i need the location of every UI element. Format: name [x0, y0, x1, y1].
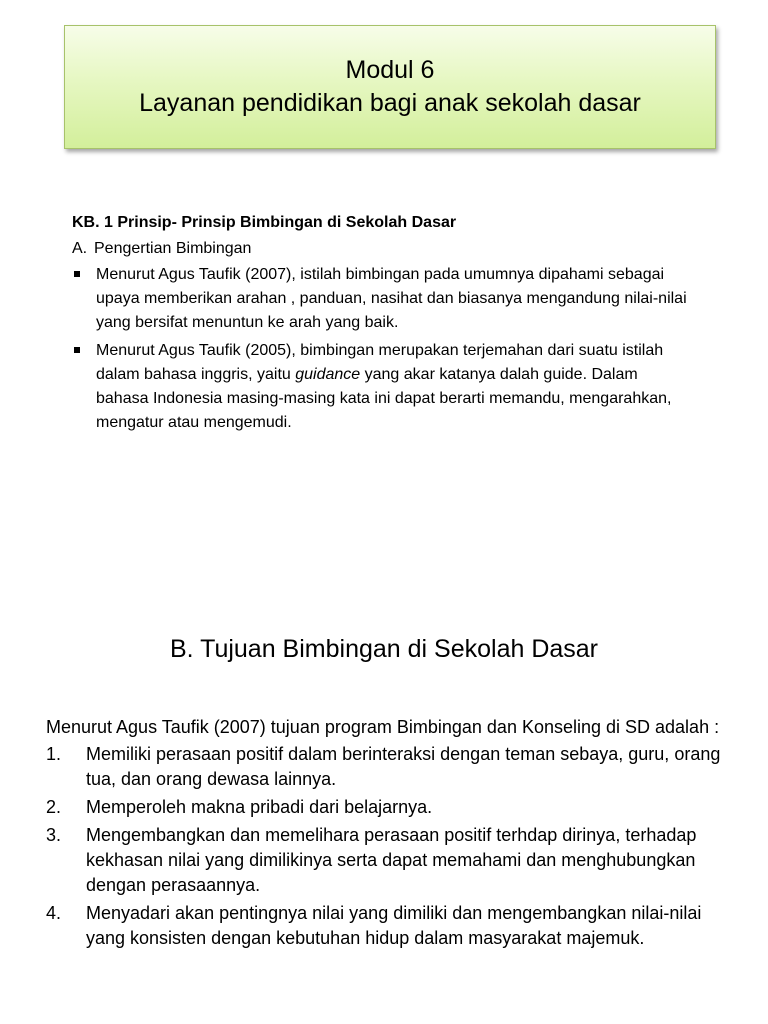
- bullet-text-part: Menurut Agus Taufik (2005), bimbingan merupakan terjemahan dari suatu istilah dalam bahasa inggris, yaitu: [96, 342, 664, 383]
- bullet-text-part: yang akar katanya dalah guide. Dalam bahasa Indonesia masing-masing kata ini dapat berarti memandu, mengarahkan, mengatur atau mengemudi.: [96, 366, 672, 431]
- list-item-number: 1.: [46, 744, 62, 764]
- sub-heading-a: [72, 237, 692, 261]
- list-item-text: Mengembangkan dan memelihara perasaan positif terhdap dirinya, terhadap kekhasan nilai yang dimilikinya serta dapat memahami dan menghubungkan dengan perasaannya.: [86, 825, 697, 895]
- module-subtitle: Layanan pendidikan bagi anak sekolah dasar: [139, 89, 641, 117]
- module-title: Modul 6: [345, 56, 435, 84]
- list-item-text: Memiliki perasaan positif dalam berinteraksi dengan teman sebaya, guru, orang tua, dan orang dewasa lainnya.: [86, 744, 721, 789]
- module-title-box: [64, 25, 716, 149]
- section-b-body: [46, 715, 736, 954]
- list-item-number: 4.: [46, 903, 62, 923]
- list-item-text: Menyadari akan pentingnya nilai yang dimiliki dan mengembangkan nilai-nilai yang konsisten dengan kebutuhan hidup dalam masyarakat majemuk.: [86, 903, 702, 948]
- list-item: [46, 823, 736, 898]
- section-b-intro: Menurut Agus Taufik (2007) tujuan program Bimbingan dan Konseling di SD adalah :: [46, 717, 720, 737]
- list-item: [46, 901, 736, 951]
- list-item-text: Memperoleh makna pribadi dari belajarnya.: [86, 797, 433, 817]
- sub-heading-label: Pengertian Bimbingan: [94, 240, 252, 257]
- bullet-text: [96, 339, 692, 435]
- kb-section: [72, 211, 692, 439]
- bullet-italic-term: guidance: [295, 366, 361, 383]
- list-item: [46, 795, 736, 820]
- bullet-item: [72, 339, 692, 435]
- bullet-text: Menurut Agus Taufik (2007), istilah bimbingan pada umumnya dipahami sebagai upaya memberikan arahan , panduan, nasihat dan biasanya mengandung nilai-nilai yang bersifat menuntun ke arah yang baik.: [96, 266, 687, 331]
- section-b-title: B. Tujuan Bimbingan di Sekolah Dasar: [169, 635, 599, 663]
- list-item: [46, 742, 736, 792]
- square-bullet-icon: [72, 339, 96, 435]
- bullet-item: [72, 263, 692, 335]
- sub-heading-marker: A.: [72, 240, 88, 257]
- list-item-number: 2.: [46, 797, 62, 817]
- square-bullet-icon: [72, 263, 96, 335]
- list-item-number: 3.: [46, 825, 62, 845]
- kb-heading: KB. 1 Prinsip- Prinsip Bimbingan di Sekolah Dasar: [72, 214, 457, 231]
